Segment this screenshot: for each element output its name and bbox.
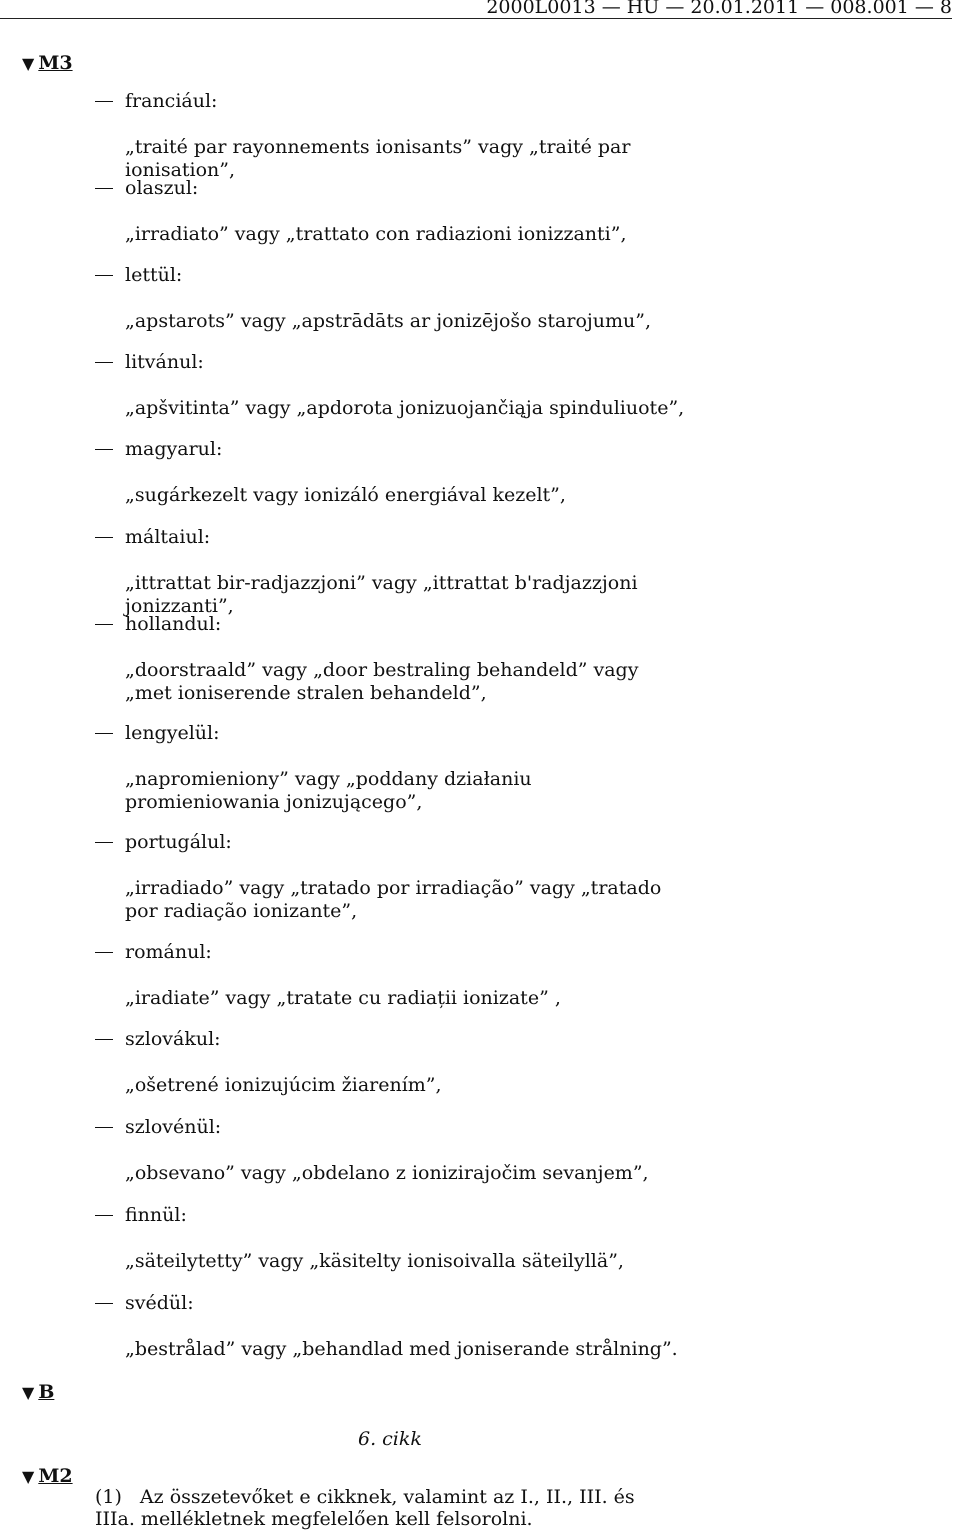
language-label: lettül:: [125, 264, 183, 286]
em-dash-bullet: [95, 1127, 113, 1129]
em-dash-bullet: [95, 449, 113, 451]
irradiation-term: „apstarots” vagy „apstrādāts ar jonizējošo starojumu”,: [125, 310, 652, 332]
language-entry: [95, 613, 685, 705]
triangle-down-icon: ▼: [22, 1466, 35, 1486]
em-dash-bullet: [95, 362, 113, 364]
language-label: magyarul:: [125, 438, 223, 460]
language-entry: [95, 1292, 685, 1361]
footnote-number: (1): [95, 1486, 122, 1508]
em-dash-bullet: [95, 1303, 113, 1305]
language-entry: [95, 722, 685, 814]
footnote-text: Az összetevőket e cikknek, valamint az I., II., III. és IIIa. mellékletnek megfelelően kell felsorolni.: [95, 1486, 635, 1530]
em-dash-bullet: [95, 952, 113, 954]
language-label-row: [95, 941, 685, 963]
irradiation-term: „sugárkezelt vagy ionizáló energiával kezelt”,: [125, 484, 566, 506]
irradiation-term: „napromieniony” vagy „poddany działaniu promieniowania jonizującego”,: [125, 768, 532, 813]
em-dash-bullet: [95, 188, 113, 190]
header-rule: [0, 18, 952, 19]
footnote: [95, 1486, 680, 1530]
language-label-row: [95, 1292, 685, 1314]
language-label: franciául:: [125, 90, 218, 112]
marker-label: M3: [38, 52, 73, 74]
irradiation-term: „apšvitinta” vagy „apdorota jonizuojančiąja spinduliuote”,: [125, 397, 685, 419]
irradiation-term: „säteilytetty” vagy „käsitelty ionisoivalla säteilyllä”,: [125, 1250, 624, 1272]
language-entry: [95, 90, 685, 182]
em-dash-bullet: [95, 101, 113, 103]
language-label-row: [95, 526, 685, 548]
language-label: svédül:: [125, 1292, 194, 1314]
irradiation-term: „traité par rayonnements ionisants” vagy „traité par ionisation”,: [125, 136, 631, 181]
irradiation-term: „obsevano” vagy „obdelano z ionizirajočim sevanjem”,: [125, 1162, 649, 1184]
language-label: máltaiul:: [125, 526, 211, 548]
em-dash-bullet: [95, 537, 113, 539]
irradiation-term: „iradiate” vagy „tratate cu radiații ionizate” ,: [125, 987, 561, 1009]
language-label-row: [95, 1204, 685, 1226]
language-label: szlovákul:: [125, 1028, 221, 1050]
em-dash-bullet: [95, 842, 113, 844]
language-label-row: [95, 613, 685, 635]
language-entry: [95, 1116, 685, 1185]
language-entry: [95, 264, 685, 333]
irradiation-term: „irradiato” vagy „trattato con radiazioni ionizzanti”,: [125, 223, 627, 245]
triangle-down-icon: ▼: [22, 53, 35, 73]
language-entry: [95, 526, 685, 618]
em-dash-bullet: [95, 624, 113, 626]
language-label-row: [95, 264, 685, 286]
language-entry: [95, 831, 685, 923]
language-label-row: [95, 1116, 685, 1138]
language-label-row: [95, 351, 685, 373]
language-entry: [95, 177, 685, 246]
document-header: 2000L0013 — HU — 20.01.2011 — 008.001 — 8: [482, 0, 952, 18]
language-label-row: [95, 438, 685, 460]
language-label: portugálul:: [125, 831, 232, 853]
irradiation-term: „ittrattat bir-radjazzjoni” vagy „ittrattat b'radjazzjoni jonizzanti”,: [125, 572, 638, 617]
language-label-row: [95, 722, 685, 744]
irradiation-term: „irradiado” vagy „tratado por irradiação” vagy „tratado por radiação ionizante”,: [125, 877, 662, 922]
language-entry: [95, 438, 685, 507]
article-heading: 6. cikk: [358, 1428, 422, 1450]
language-label: szlovénül:: [125, 1116, 222, 1138]
amendment-marker-m3: [22, 52, 73, 74]
language-label: olaszul:: [125, 177, 199, 199]
marker-label: M2: [38, 1465, 73, 1487]
language-label: litvánul:: [125, 351, 204, 373]
irradiation-term: „ošetrené ionizujúcim žiarením”,: [125, 1074, 442, 1096]
em-dash-bullet: [95, 1215, 113, 1217]
language-entry: [95, 1028, 685, 1097]
amendment-marker-m2: [22, 1465, 73, 1487]
triangle-down-icon: ▼: [22, 1382, 35, 1402]
irradiation-term: „bestrålad” vagy „behandlad med joniserande strålning”.: [125, 1338, 678, 1360]
language-entry: [95, 1204, 685, 1273]
language-label: románul:: [125, 941, 212, 963]
language-entry: [95, 941, 685, 1010]
irradiation-term: „doorstraald” vagy „door bestraling behandeld” vagy „met ioniserende stralen behandeld”,: [125, 659, 639, 704]
marker-label: B: [38, 1381, 55, 1403]
em-dash-bullet: [95, 733, 113, 735]
language-entry: [95, 351, 685, 420]
language-label: finnül:: [125, 1204, 187, 1226]
language-label: lengyelül:: [125, 722, 220, 744]
language-label-row: [95, 831, 685, 853]
language-label-row: [95, 1028, 685, 1050]
language-label-row: [95, 90, 685, 112]
em-dash-bullet: [95, 1039, 113, 1041]
language-label: hollandul:: [125, 613, 222, 635]
em-dash-bullet: [95, 275, 113, 277]
language-label-row: [95, 177, 685, 199]
amendment-marker-b: [22, 1381, 54, 1403]
